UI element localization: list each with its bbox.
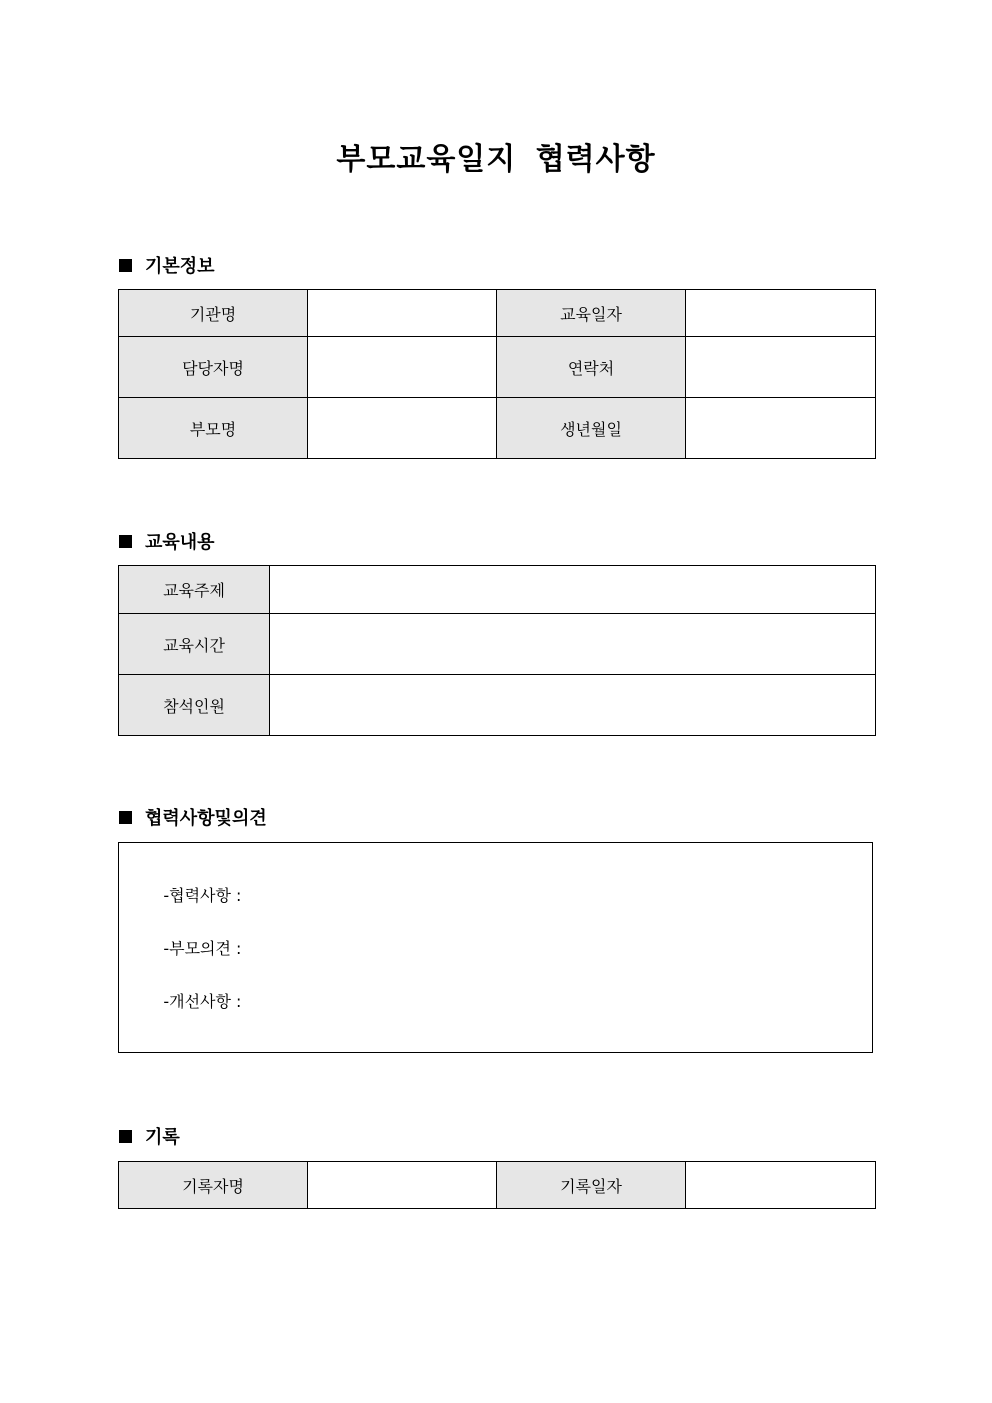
institution-name-label: 기관명 bbox=[119, 290, 308, 337]
section-heading-education bbox=[119, 529, 215, 553]
section-heading-label: 협력사항및의견 bbox=[145, 808, 267, 829]
birth-date-field[interactable] bbox=[686, 398, 876, 459]
education-date-field[interactable] bbox=[686, 290, 876, 337]
education-time-field[interactable] bbox=[270, 614, 876, 675]
manager-name-field[interactable] bbox=[308, 337, 497, 398]
section-heading-label: 교육내용 bbox=[145, 532, 215, 553]
birth-date-label: 생년월일 bbox=[497, 398, 686, 459]
education-time-label: 교육시간 bbox=[119, 614, 270, 675]
table-row bbox=[119, 566, 876, 614]
manager-name-label: 담당자명 bbox=[119, 337, 308, 398]
education-date-label: 교육일자 bbox=[497, 290, 686, 337]
cooperation-label: -협력사항 : bbox=[163, 886, 242, 905]
section-heading-label: 기록 bbox=[145, 1127, 180, 1148]
record-date-field[interactable] bbox=[686, 1162, 876, 1209]
section-heading-basic-info bbox=[119, 253, 215, 277]
table-row bbox=[119, 337, 876, 398]
recorder-name-label: 기록자명 bbox=[119, 1162, 308, 1209]
contact-label: 연락처 bbox=[497, 337, 686, 398]
table-row bbox=[119, 614, 876, 675]
parent-opinion-label: -부모의견 : bbox=[163, 939, 242, 958]
record-date-label: 기록일자 bbox=[497, 1162, 686, 1209]
parent-name-label: 부모명 bbox=[119, 398, 308, 459]
table-row bbox=[119, 675, 876, 736]
square-bullet-icon bbox=[119, 1130, 132, 1143]
square-bullet-icon bbox=[119, 535, 132, 548]
page-title: 부모교육일지 협력사항 bbox=[336, 142, 656, 177]
table-row bbox=[119, 290, 876, 337]
improvement-label: -개선사항 : bbox=[163, 992, 242, 1011]
improvement-line bbox=[143, 970, 241, 1050]
parent-name-field[interactable] bbox=[308, 398, 497, 459]
section-heading-label: 기본정보 bbox=[145, 256, 215, 277]
section-heading-record bbox=[119, 1124, 180, 1148]
attendees-field[interactable] bbox=[270, 675, 876, 736]
education-table bbox=[118, 565, 876, 736]
table-row bbox=[119, 1162, 876, 1209]
education-topic-label: 교육주제 bbox=[119, 566, 270, 614]
record-table bbox=[118, 1161, 876, 1209]
education-topic-field[interactable] bbox=[270, 566, 876, 614]
basic-info-table bbox=[118, 289, 876, 459]
table-row bbox=[119, 398, 876, 459]
contact-field[interactable] bbox=[686, 337, 876, 398]
square-bullet-icon bbox=[119, 811, 132, 824]
square-bullet-icon bbox=[119, 259, 132, 272]
attendees-label: 참석인원 bbox=[119, 675, 270, 736]
opinion-box[interactable] bbox=[118, 842, 873, 1053]
recorder-name-field[interactable] bbox=[308, 1162, 497, 1209]
section-heading-opinion bbox=[119, 805, 267, 829]
institution-name-field[interactable] bbox=[308, 290, 497, 337]
